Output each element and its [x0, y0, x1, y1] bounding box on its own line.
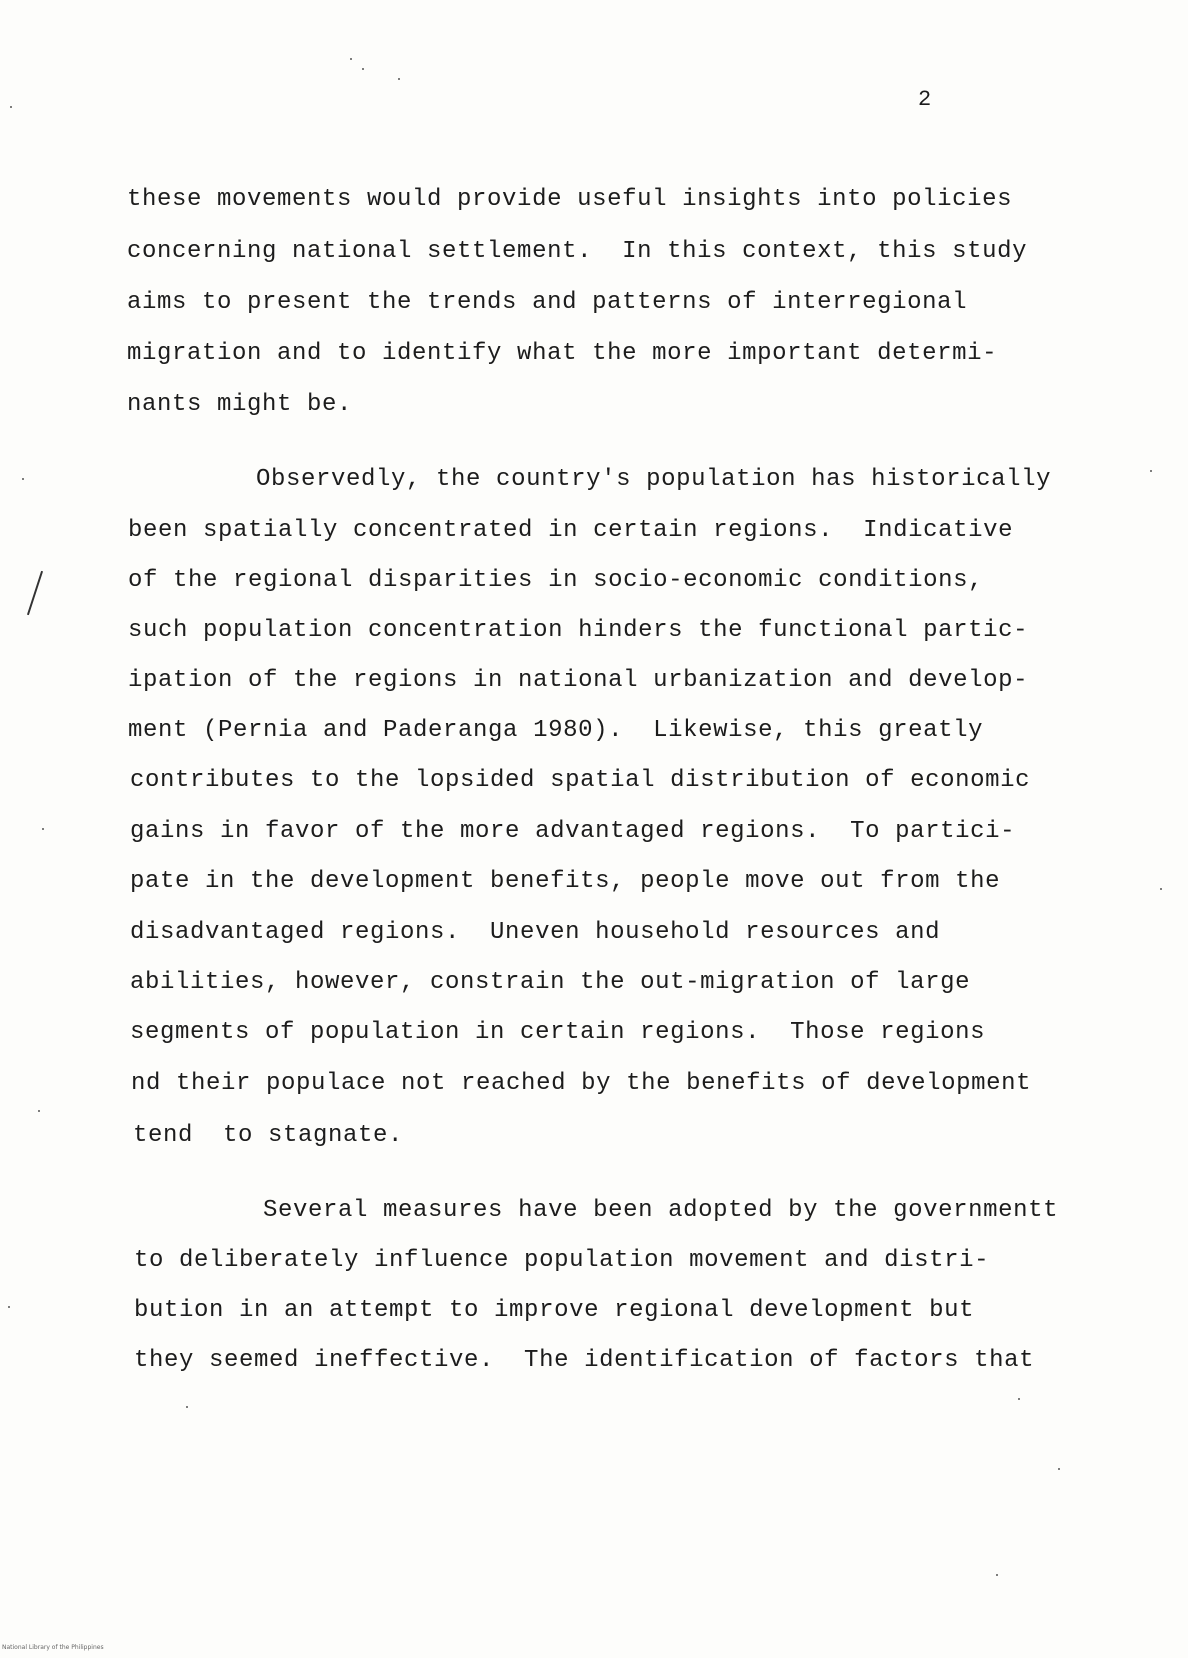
text-line: been spatially concentrated in certain regions. Indicative — [128, 517, 1014, 544]
scan-speck — [350, 58, 352, 60]
scan-speck — [996, 1574, 998, 1576]
text-line: migration and to identify what the more important determi- — [127, 340, 998, 367]
margin-pencil-mark — [27, 571, 43, 615]
text-line: pate in the development benefits, people move out from the — [130, 868, 1001, 895]
scan-speck — [1058, 1468, 1060, 1470]
text-line: nants might be. — [127, 391, 353, 418]
scan-speck — [38, 1110, 40, 1112]
page-number: 2 — [918, 87, 932, 112]
scan-speck — [186, 1406, 188, 1408]
text-line: these movements would provide useful insights into policies — [127, 186, 1013, 213]
text-line: ipation of the regions in national urbanization and develop- — [128, 667, 1029, 694]
text-line: of the regional disparities in socio-economic conditions, — [128, 567, 984, 594]
scan-speck — [1150, 470, 1152, 472]
text-line: concerning national settlement. In this context, this study — [127, 238, 1028, 265]
text-line: they seemed ineffective. The identification of factors that — [134, 1347, 1035, 1374]
text-line: such population concentration hinders the functional partic- — [128, 617, 1029, 644]
text-line: abilities, however, constrain the out-migration of large — [130, 969, 971, 996]
scan-footer: National Library of the Philippines — [2, 1644, 104, 1651]
text-line: disadvantaged regions. Uneven household resources and — [130, 919, 941, 946]
scan-speck — [362, 68, 364, 70]
text-line: ment (Pernia and Paderanga 1980). Likewise, this greatly — [128, 717, 984, 744]
scan-speck — [1160, 888, 1162, 890]
text-line: gains in favor of the more advantaged regions. To partici- — [130, 818, 1016, 845]
scan-speck — [398, 78, 400, 80]
text-line: segments of population in certain regions. Those regions — [130, 1019, 986, 1046]
scan-speck — [10, 106, 12, 108]
text-line: Observedly, the country's population has historically — [106, 466, 1052, 493]
scan-speck — [8, 1306, 10, 1308]
text-line: bution in an attempt to improve regional development but — [134, 1297, 975, 1324]
scan-speck — [42, 828, 44, 830]
text-line: contributes to the lopsided spatial distribution of economic — [130, 767, 1031, 794]
text-line: to deliberately influence population movement and distri- — [134, 1247, 990, 1274]
text-line: nd their populace not reached by the benefits of development — [131, 1070, 1032, 1097]
scan-speck — [22, 478, 24, 480]
text-line: aims to present the trends and patterns of interregional — [127, 289, 968, 316]
text-line: tend to stagnate. — [133, 1122, 404, 1149]
scan-speck — [1018, 1398, 1020, 1400]
text-line: Several measures have been adopted by the governmentt — [113, 1197, 1059, 1224]
